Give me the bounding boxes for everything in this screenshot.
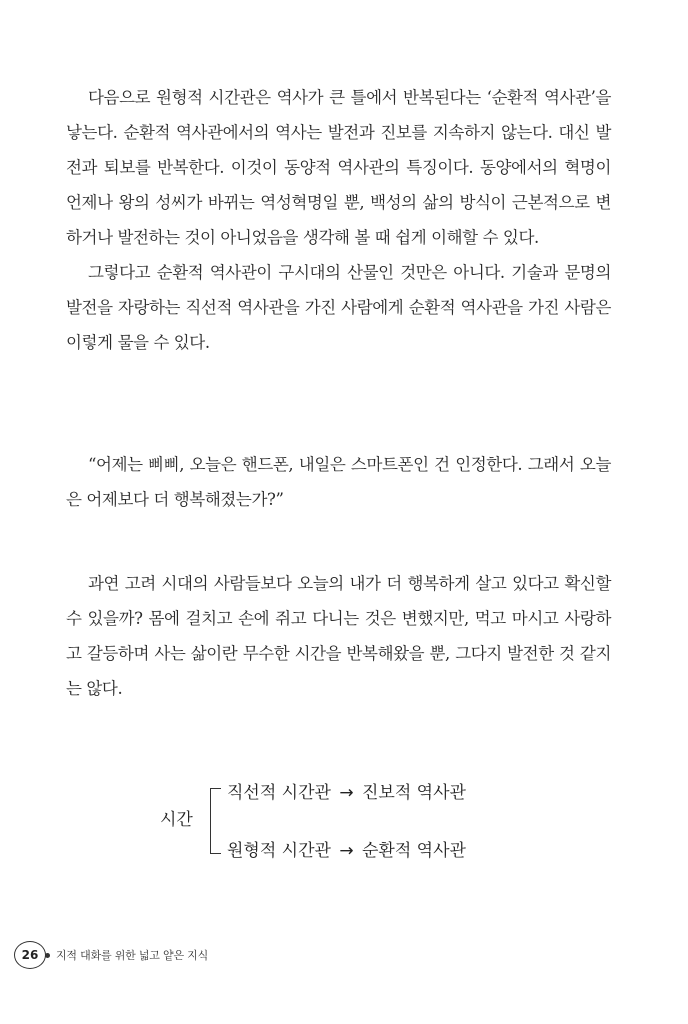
quotation: “어제는 삐삐, 오늘은 핸드폰, 내일은 스마트폰인 건 인정한다. 그래서 오늘은 어제보다 더 행복해졌는가?” [66, 455, 611, 509]
arrow-right-icon: → [339, 783, 354, 803]
diagram-to-label: 순환적 역사관 [362, 841, 466, 861]
diagram-from-label: 원형적 시간관 [227, 841, 331, 861]
bullet-dot-icon [45, 953, 50, 958]
quote-block [66, 447, 611, 517]
diagram-row-linear [227, 778, 466, 803]
paragraph: 과연 고려 시대의 사람들보다 오늘의 내가 더 행복하게 살고 있다고 확신할 수 있을까? 몸에 걸치고 손에 쥐고 다니는 것은 변했지만, 먹고 마시고 사랑하고 갈등하며 사는 삶이란 무수한 시간을 반복해왔을 뿐, 그다지 발전한 것 같지는 않다. [66, 574, 611, 698]
diagram-bracket [210, 788, 221, 854]
page-number: 26 [14, 941, 46, 969]
diagram-root-label: 시간 [160, 810, 193, 830]
arrow-right-icon: → [339, 841, 354, 861]
page-footer [14, 940, 208, 970]
diagram-to-label: 진보적 역사관 [362, 783, 466, 803]
paragraph: 그렇다고 순환적 역사관이 구시대의 산물인 것만은 아니다. 기술과 문명의 발전을 자랑하는 직선적 역사관을 가진 사람에게 순환적 역사관을 가진 사람은 이렇게 물을 수 있다. [66, 263, 611, 352]
body-text-block-2 [66, 566, 611, 706]
time-view-diagram [160, 770, 560, 880]
paragraph: 다음으로 원형적 시간관은 역사가 큰 틀에서 반복된다는 ‘순환적 역사관’을 낳는다. 순환적 역사관에서의 역사는 발전과 진보를 지속하지 않는다. 대신 발전과 퇴보를 반복한다. 이것이 동양적 역사관의 특징이다. 동양에서의 혁명이 언제나 왕의 성씨가 바뀌는 역성혁명일 뿐, 백성의 삶의 방식이 근본적으로 변하거나 발전하는 것이 아니었음을 생각해 볼 때 쉽게 이해할 수 있다. [66, 88, 611, 247]
running-title: 지적 대화를 위한 넓고 얕은 지식 [56, 949, 209, 962]
diagram-row-circular [227, 836, 466, 861]
diagram-from-label: 직선적 시간관 [227, 783, 331, 803]
body-text-block-1 [66, 80, 611, 360]
